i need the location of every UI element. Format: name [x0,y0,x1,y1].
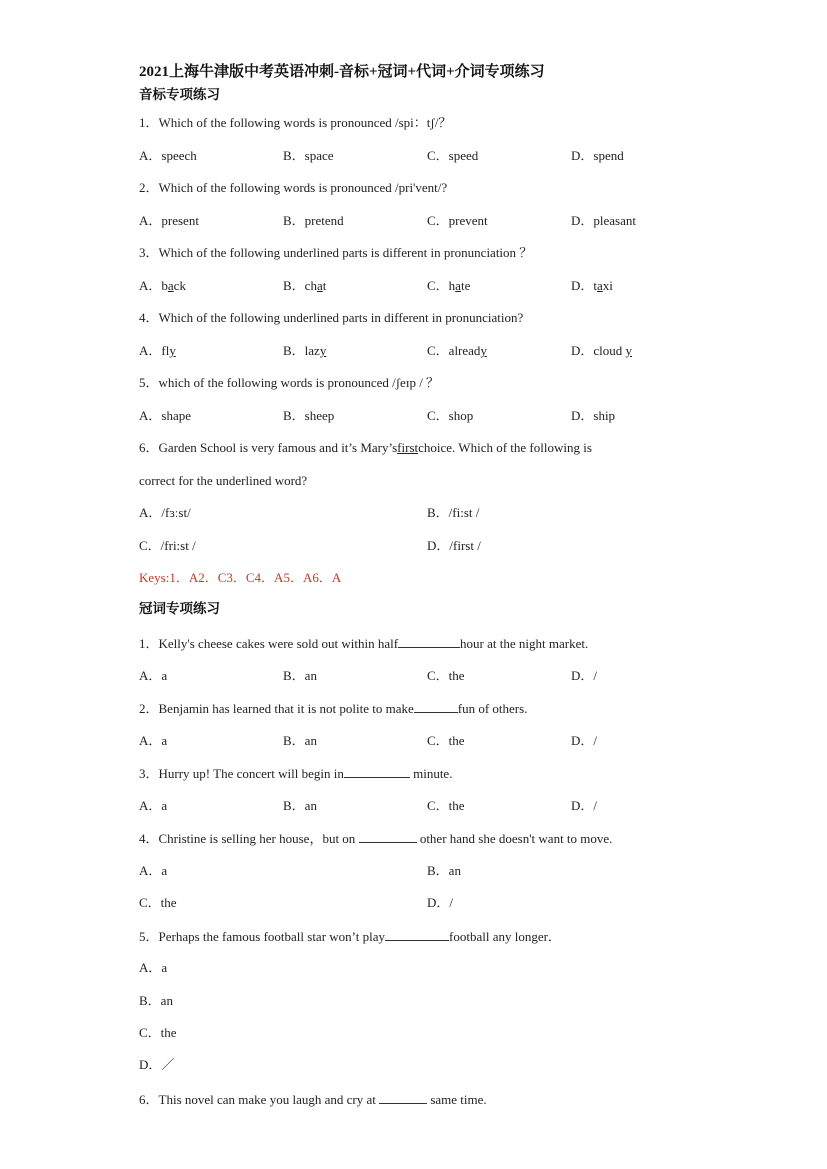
option-d [571,408,615,424]
text-fragment: A． [139,733,162,748]
option-c [427,343,487,359]
question-4 [139,830,612,847]
text-fragment: a [161,960,168,975]
underlined-text: y [480,343,487,358]
option-b [283,798,317,814]
text-fragment: A． [139,798,162,813]
text-fragment: D． [571,213,594,228]
text-fragment: the [160,895,177,910]
option-a [139,213,199,229]
option-a [139,668,167,684]
option-c [427,408,473,424]
text-fragment: /fi:st / [448,505,480,520]
option-b [283,278,326,294]
text-fragment: t [322,278,327,293]
text-fragment: the [160,1025,177,1040]
text-fragment: A． [139,863,162,878]
text-fragment: an [160,993,173,1008]
text-fragment: a [161,733,168,748]
text-fragment: hour at the night market. [460,636,589,651]
question-text: Which of the following words is pronounced /spi：tʃ/？ [158,115,452,130]
option-c [427,213,488,229]
option-d [571,733,597,749]
text-fragment: 6． [139,1092,159,1107]
text-fragment: ship [593,408,616,423]
text-fragment: A． [139,408,162,423]
answer-blank [379,1091,427,1104]
text-fragment: shop [448,408,474,423]
text-fragment: same time. [427,1092,487,1107]
text-fragment: cloud [593,343,626,358]
text-fragment: A． [139,278,162,293]
question-6 [139,1091,487,1108]
question-5 [139,375,439,391]
text-fragment: /fri:st / [160,538,196,553]
option-c [427,668,465,684]
text-fragment: fl [161,343,170,358]
text-fragment: This novel can make you laugh and cry at [158,1092,380,1107]
text-fragment: minute. [409,766,453,781]
text-fragment: D． [571,668,594,683]
text-fragment: C． [427,408,449,423]
option-c [139,1025,177,1041]
question-2 [139,180,447,196]
text-fragment: football any longer． [449,929,561,944]
text-fragment: h [448,278,456,293]
text-fragment: B． [283,408,305,423]
underlined-text: y [169,343,176,358]
question-3 [139,245,532,261]
option-d [571,278,613,294]
text-fragment: B． [283,733,305,748]
text-fragment: 4． [139,310,159,325]
text-fragment: B． [283,213,305,228]
text-fragment: pretend [304,213,344,228]
text-fragment: 3． [139,766,159,781]
text-fragment: A． [139,213,162,228]
answer-blank [385,928,449,941]
text-fragment: 4． [139,831,159,846]
underlined-text: a [316,278,323,293]
text-fragment: Benjamin has learned that it is not polite to make [158,701,414,716]
question-6 [139,440,592,456]
text-fragment: 6． [139,440,159,455]
option-d [571,798,597,814]
text-fragment: an [304,668,317,683]
text-fragment: C． [427,668,449,683]
option-d [571,148,624,164]
text-fragment: laz [304,343,320,358]
text-fragment: D． [571,343,594,358]
text-fragment: Kelly's cheese cakes were sold out within half [158,636,399,651]
text-fragment: Garden School is very famous and it’s Mary’s [158,440,398,455]
option-a [139,863,167,879]
question-6-continued: correct for the underlined word? [139,473,308,488]
text-fragment: B． [283,278,305,293]
text-fragment: the [448,668,465,683]
option-b [283,668,317,684]
text-fragment: D． [139,1057,162,1072]
option-c [427,278,470,294]
text-fragment: 2． [139,180,159,195]
option-c [139,895,177,911]
option-c [427,733,465,749]
text-fragment: B． [283,798,305,813]
text-fragment: A． [139,505,162,520]
text-fragment: ch [304,278,317,293]
option-d [571,343,632,359]
text-fragment: ck [173,278,186,293]
text-fragment: B． [283,148,305,163]
question-2 [139,700,527,717]
underlined-text: y [319,343,327,358]
text-fragment: /first / [449,538,481,553]
text-fragment: 3． [139,245,159,260]
text-fragment: Which of the following underlined parts in different in pronunciation? [158,310,524,325]
answer-keys: Keys:1．A2．C3．C4．A5．A6．A [139,570,342,585]
text-fragment: speech [161,148,197,163]
underlined-text: y [625,343,633,358]
text-fragment: an [304,733,317,748]
question-number: 1． [139,115,159,130]
text-fragment: C． [427,343,449,358]
option-d [427,895,453,911]
text-fragment: Which of the following underlined parts is different in pronunciation ？ [158,245,533,260]
text-fragment: fun of others. [457,701,528,716]
question-4 [139,310,523,326]
option-b [283,343,326,359]
section-heading-articles: 冠词专项练习 [139,601,220,616]
text-fragment: shape [161,408,191,423]
option-c [427,148,478,164]
text-fragment: te [460,278,471,293]
text-fragment: D． [571,798,594,813]
document-title: 2021上海牛津版中考英语冲刺-音标+冠词+代词+介词专项练习 [139,64,545,80]
option-a [139,798,167,814]
text-fragment: Perhaps the famous football star won’t play [158,929,386,944]
text-fragment: / [593,733,598,748]
text-fragment: alread [448,343,481,358]
underlined-text: first [397,440,419,455]
text-fragment: / [449,895,454,910]
text-fragment: xi [602,278,613,293]
text-fragment: C． [139,1025,161,1040]
text-fragment: A． [139,960,162,975]
text-fragment: D． [427,895,450,910]
text-fragment: a [161,863,168,878]
text-fragment: 1． [139,636,159,651]
question-1 [139,635,588,652]
text-fragment: present [161,213,199,228]
section-heading-phonetics: 音标专项练习 [139,87,220,102]
answer-blank [398,635,460,648]
text-fragment: / [593,668,598,683]
text-fragment: pleasant [593,213,636,228]
text-fragment: B． [283,668,305,683]
text-fragment: speed [448,148,479,163]
option-b [283,148,334,164]
text-fragment: C． [427,213,449,228]
text-fragment: D． [571,408,594,423]
text-fragment: t [593,278,598,293]
text-fragment: B． [283,343,305,358]
option-a [139,733,167,749]
text-fragment: D． [571,278,594,293]
underlined-text: a [455,278,461,293]
text-fragment: A． [139,343,162,358]
text-fragment: ／ [161,1057,175,1072]
text-fragment: C． [427,733,449,748]
option-a [139,408,191,424]
option-d [427,538,481,554]
option-d [139,1057,174,1073]
text-fragment: C． [427,278,449,293]
option-a [139,505,191,521]
text-fragment: D． [427,538,450,553]
text-fragment: Christine is selling her house，but on [158,831,359,846]
text-fragment: an [304,798,317,813]
text-fragment: B． [427,505,449,520]
option-b [139,993,173,1009]
option-c [427,798,465,814]
option-b [283,733,317,749]
text-fragment: space [304,148,334,163]
text-fragment: D． [571,733,594,748]
option-a [139,278,186,294]
question-5 [139,928,561,945]
text-fragment: B． [427,863,449,878]
text-fragment: 2． [139,701,159,716]
text-fragment: B． [139,993,161,1008]
text-fragment: the [448,798,465,813]
text-fragment: C． [427,798,449,813]
text-fragment: choice. Which of the following is [418,440,592,455]
text-fragment: 5． [139,375,159,390]
text-fragment: C． [139,895,161,910]
text-fragment: spend [593,148,624,163]
answer-blank [414,700,458,713]
option-b [283,213,344,229]
text-fragment: which of the following words is pronounced /ʃeɪp / ？ [158,375,440,390]
question-3 [139,765,452,782]
option-a [139,343,176,359]
option-b [283,408,334,424]
option-d [571,213,636,229]
text-fragment: / [593,798,598,813]
text-fragment: a [161,668,168,683]
option-a [139,960,167,976]
answer-blank [359,830,417,843]
text-fragment: other hand she doesn't want to move. [416,831,613,846]
text-fragment: C． [139,538,161,553]
text-fragment: the [448,733,465,748]
option-a [139,148,197,164]
text-fragment: 5． [139,929,159,944]
text-fragment: an [448,863,461,878]
text-fragment: C． [427,148,449,163]
text-fragment: Hurry up! The concert will begin in [158,766,344,781]
text-fragment: A． [139,148,162,163]
underlined-text: a [167,278,174,293]
option-c [139,538,196,554]
text-fragment: a [161,798,168,813]
text-fragment: Which of the following words is pronounced /pri'vent/? [158,180,448,195]
answer-blank [344,765,410,778]
question-1 [139,115,451,131]
text-fragment: b [161,278,168,293]
option-b [427,863,461,879]
text-fragment: prevent [448,213,488,228]
text-fragment: sheep [304,408,335,423]
text-fragment: A． [139,668,162,683]
option-d [571,668,597,684]
underlined-text: a [597,278,603,293]
option-b [427,505,479,521]
text-fragment: D． [571,148,594,163]
text-fragment: /fɜːst/ [161,505,191,520]
